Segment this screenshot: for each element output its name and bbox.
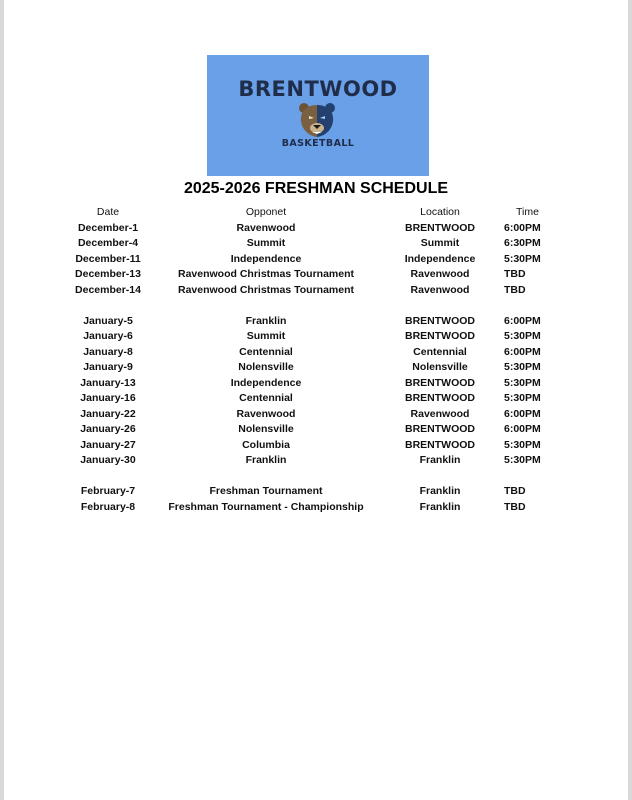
cell-opponent: Nolensville bbox=[238, 361, 294, 373]
cell-date: December-13 bbox=[75, 268, 141, 280]
cell-opponent: Franklin bbox=[245, 454, 287, 466]
brentwood-basketball-logo bbox=[207, 55, 429, 176]
cell-time: 5:30PM bbox=[504, 376, 541, 389]
cell-time: 5:30PM bbox=[504, 252, 541, 265]
cell-location: Ravenwood bbox=[410, 407, 470, 420]
header-date: Date bbox=[96, 206, 120, 218]
cell-date: January-6 bbox=[83, 330, 133, 342]
table-row bbox=[4, 454, 628, 469]
table-row bbox=[4, 315, 628, 330]
cell-location: Summit bbox=[420, 237, 460, 249]
table-row bbox=[4, 485, 628, 500]
cell-opponent: Summit bbox=[246, 237, 286, 249]
schedule-title: 2025-2026 FRESHMAN SCHEDULE bbox=[183, 180, 449, 197]
cell-opponent: Summit bbox=[246, 330, 286, 342]
cell-location: Ravenwood bbox=[410, 268, 470, 280]
table-row bbox=[4, 253, 628, 268]
cell-time: 5:30PM bbox=[504, 392, 541, 404]
cell-time: 6:30PM bbox=[504, 237, 541, 249]
logo-wordmark: BRENTWOOD bbox=[238, 77, 398, 101]
table-row bbox=[4, 361, 628, 376]
table-row bbox=[4, 423, 628, 438]
cell-location: BRENTWOOD bbox=[405, 438, 475, 451]
cell-location: BRENTWOOD bbox=[405, 423, 475, 435]
table-row bbox=[4, 330, 628, 345]
cell-date: December-4 bbox=[77, 237, 139, 249]
cell-location: BRENTWOOD bbox=[405, 392, 475, 404]
cell-date: December-14 bbox=[75, 283, 141, 296]
cell-opponent: Nolensville bbox=[238, 423, 294, 435]
cell-time: 6:00PM bbox=[504, 423, 541, 435]
cell-time: 6:00PM bbox=[504, 314, 541, 327]
cell-location: BRENTWOOD bbox=[405, 221, 475, 234]
table-row bbox=[4, 501, 628, 516]
table-row bbox=[4, 284, 628, 299]
table-row bbox=[4, 268, 628, 283]
cell-time: 6:00PM bbox=[504, 345, 541, 358]
table-row bbox=[4, 346, 628, 361]
cell-date: January-8 bbox=[83, 345, 133, 358]
cell-opponent: Independence bbox=[230, 376, 302, 389]
cell-time: 6:00PM bbox=[504, 221, 541, 234]
table-row bbox=[4, 377, 628, 392]
cell-time: 5:30PM bbox=[504, 454, 541, 466]
table-row bbox=[4, 222, 628, 237]
cell-date: February-7 bbox=[80, 485, 136, 497]
cell-location: Ravenwood bbox=[410, 283, 470, 296]
cell-opponent: Centennial bbox=[239, 345, 293, 358]
table-row bbox=[4, 237, 628, 252]
cell-time: TBD bbox=[504, 500, 526, 513]
cell-location: Independence bbox=[404, 252, 476, 265]
cell-location: Franklin bbox=[419, 485, 461, 497]
cell-date: December-11 bbox=[75, 252, 141, 265]
cell-time: TBD bbox=[504, 485, 526, 497]
table-header bbox=[4, 206, 628, 221]
table-row bbox=[4, 408, 628, 423]
cell-location: BRENTWOOD bbox=[405, 330, 475, 342]
cell-opponent: Columbia bbox=[242, 438, 290, 451]
header-location: Location bbox=[420, 206, 460, 218]
cell-date: January-30 bbox=[80, 454, 136, 466]
cell-opponent: Franklin bbox=[245, 314, 287, 327]
cell-date: January-27 bbox=[80, 438, 136, 451]
cell-date: January-5 bbox=[83, 314, 133, 327]
cell-opponent: Ravenwood bbox=[236, 221, 296, 234]
cell-opponent: Freshman Tournament bbox=[209, 485, 323, 497]
cell-opponent: Independence bbox=[230, 252, 302, 265]
table-row bbox=[4, 392, 628, 407]
cell-opponent: Centennial bbox=[239, 392, 293, 404]
cell-time: 5:30PM bbox=[504, 438, 541, 451]
table-row bbox=[4, 439, 628, 454]
cell-date: January-9 bbox=[83, 361, 133, 373]
logo-subtitle: BASKETBALL bbox=[281, 138, 355, 149]
cell-location: BRENTWOOD bbox=[405, 314, 475, 327]
cell-time: TBD bbox=[504, 268, 526, 280]
cell-location: Franklin bbox=[419, 500, 461, 513]
header-time: Time bbox=[516, 206, 539, 218]
cell-opponent: Ravenwood Christmas Tournament bbox=[178, 268, 354, 280]
cell-date: February-8 bbox=[80, 500, 136, 513]
cell-date: December-1 bbox=[77, 221, 139, 234]
cell-opponent: Freshman Tournament - Championship bbox=[168, 500, 364, 513]
cell-date: January-16 bbox=[80, 392, 136, 404]
cell-time: 5:30PM bbox=[504, 330, 541, 342]
cell-date: January-26 bbox=[80, 423, 136, 435]
cell-location: Centennial bbox=[413, 345, 467, 358]
schedule-page bbox=[4, 0, 628, 800]
bear-head-icon bbox=[296, 101, 338, 139]
cell-location: Franklin bbox=[419, 454, 461, 466]
cell-date: January-22 bbox=[80, 407, 136, 420]
cell-opponent: Ravenwood Christmas Tournament bbox=[178, 283, 354, 296]
cell-time: 6:00PM bbox=[504, 407, 541, 420]
header-opponent: Opponet bbox=[245, 206, 287, 218]
cell-date: January-13 bbox=[80, 376, 136, 389]
cell-time: 5:30PM bbox=[504, 361, 541, 373]
cell-opponent: Ravenwood bbox=[236, 407, 296, 420]
cell-location: BRENTWOOD bbox=[405, 376, 475, 389]
cell-time: TBD bbox=[504, 283, 526, 296]
cell-location: Nolensville bbox=[412, 361, 468, 373]
